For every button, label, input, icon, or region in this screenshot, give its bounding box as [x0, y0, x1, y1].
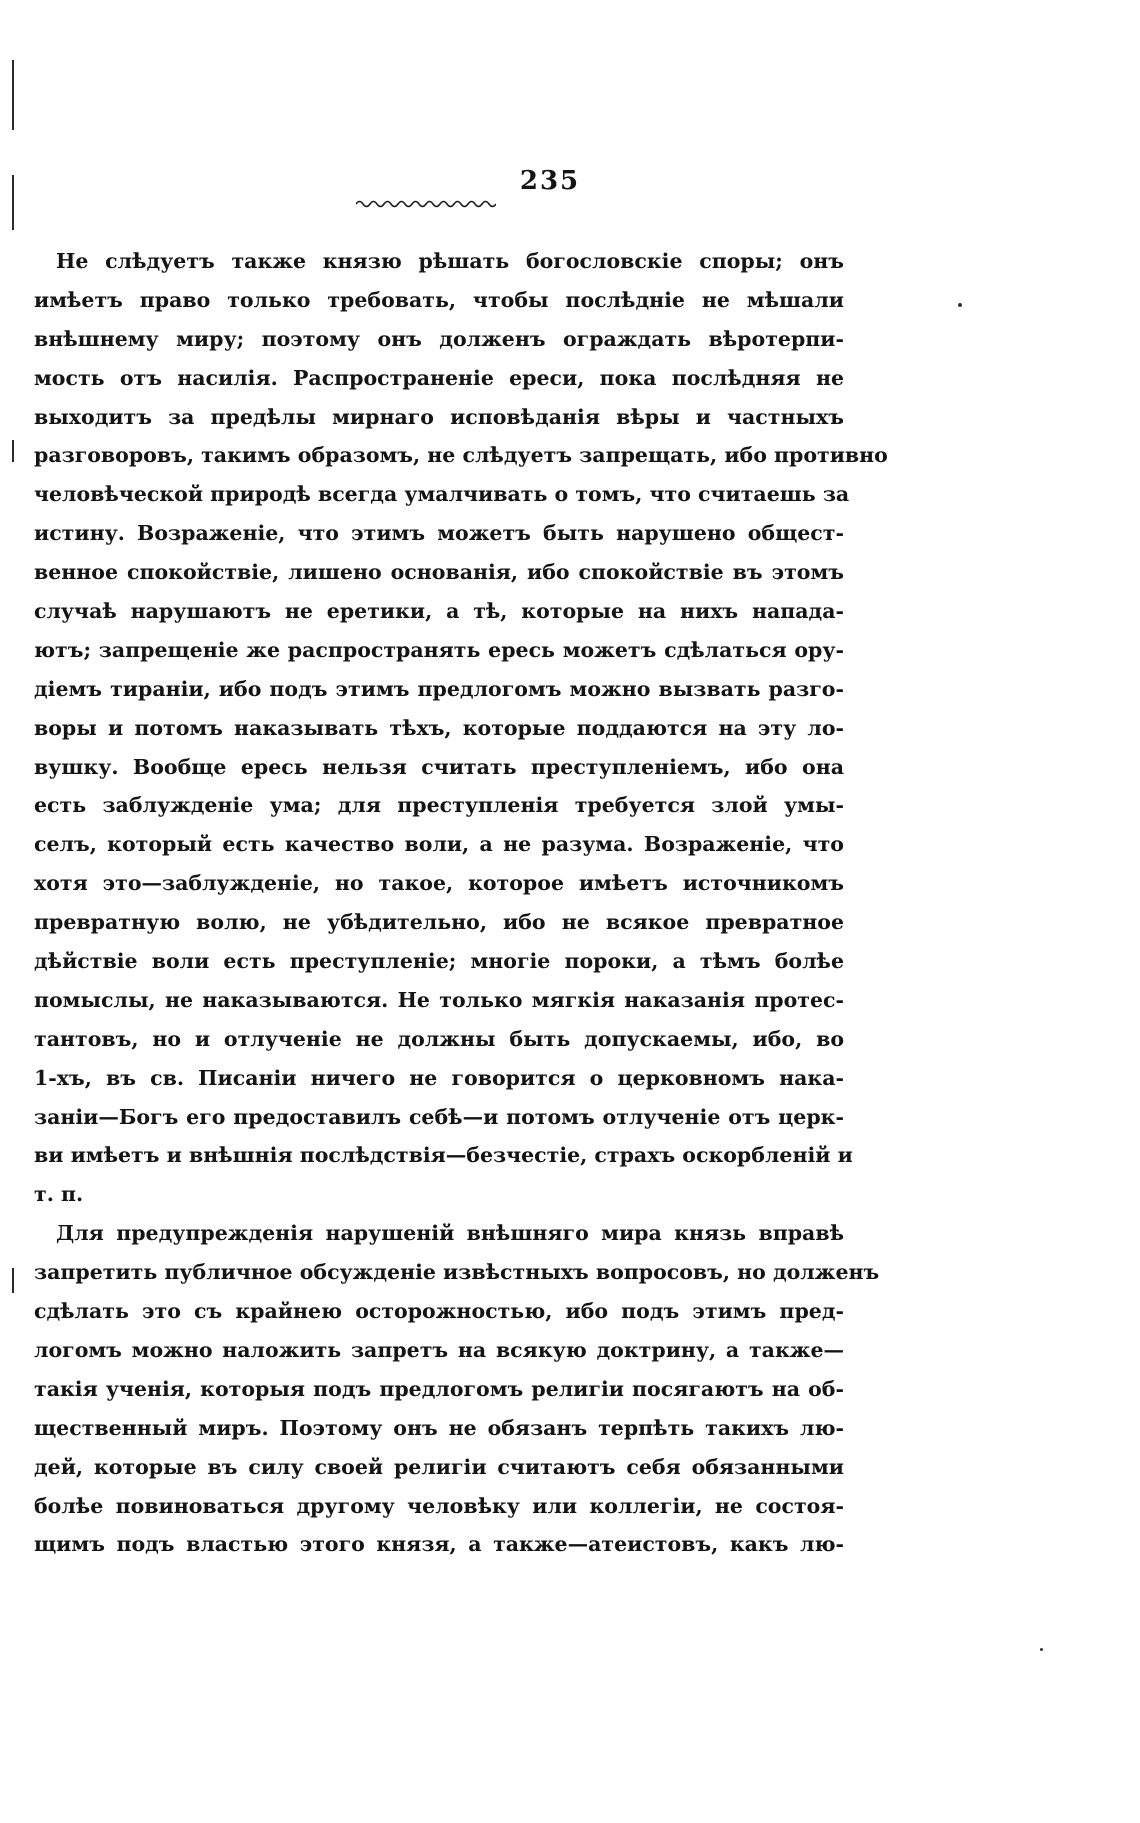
text-line: имѣетъ право только требовать, чтобы послѣдніе не мѣшали [34, 287, 844, 312]
scan-speck [958, 303, 962, 307]
paragraph-2 [34, 1214, 880, 1564]
scan-edge-mark [12, 60, 14, 130]
text-line: ви имѣетъ и внѣшнія послѣдствія—безчестіе, страхъ оскорбленій и [34, 1143, 853, 1168]
page-header [0, 166, 1140, 196]
text-line: хотя это—заблужденіе, но такое, которое имѣетъ источникомъ [34, 871, 844, 896]
wavy-rule-ornament [356, 199, 496, 209]
text-line: Для предупрежденія нарушеній внѣшняго мира князь вправѣ [56, 1221, 844, 1246]
text-line: т. п. [34, 1182, 84, 1207]
text-line: венное спокойствіе, лишено основанія, ибо спокойствіе въ этомъ [34, 560, 844, 585]
body-text [34, 242, 888, 1564]
text-line: запретить публичное обсужденіе извѣстныхъ вопросовъ, но долженъ [34, 1260, 880, 1285]
text-line: заніи—Богъ его предоставилъ себѣ—и потомъ отлученіе отъ церк- [34, 1104, 844, 1129]
text-line: ютъ; запрещеніе же распространять ересь можетъ сдѣлаться ору- [34, 637, 844, 662]
text-line: разговоровъ, такимъ образомъ, не слѣдуетъ запрещать, ибо противно [34, 443, 888, 468]
text-line: тантовъ, но и отлученіе не должны быть допускаемы, ибо, во [34, 1026, 844, 1051]
text-line: истину. Возраженіе, что этимъ можетъ быть нарушено общест- [34, 521, 844, 546]
scan-edge-mark [12, 1268, 14, 1293]
text-line: 1-хъ, въ св. Писаніи ничего не говорится о церковномъ нака- [34, 1065, 844, 1090]
text-line: дей, которые въ силу своей религіи считаютъ себя обязанными [34, 1454, 844, 1479]
text-line: логомъ можно наложить запретъ на всякую доктрину, а также— [34, 1337, 844, 1362]
text-line: воры и потомъ наказывать тѣхъ, которые поддаются на эту ло- [34, 715, 844, 740]
text-line: выходитъ за предѣлы мирнаго исповѣданія вѣры и частныхъ [34, 404, 844, 429]
scan-speck [1040, 1648, 1043, 1651]
text-line: человѣческой природѣ всегда умалчивать о томъ, что считаешь за [34, 482, 850, 507]
text-line: внѣшнему миру; поэтому онъ долженъ ограждать вѣротерпи- [34, 326, 844, 351]
text-line: случаѣ нарушаютъ не еретики, а тѣ, которые на нихъ напада- [34, 599, 844, 624]
text-line: діемъ тираніи, ибо подъ этимъ предлогомъ можно вызвать разго- [34, 676, 844, 701]
text-line: дѣйствіе воли есть преступленіе; многіе пороки, а тѣмъ болѣе [34, 949, 844, 974]
text-line: селъ, который есть качество воли, а не разума. Возраженіе, что [34, 832, 844, 857]
text-line: Не слѣдуетъ также князю рѣшать богословскіе споры; онъ [56, 249, 844, 273]
text-line: щимъ подъ властью этого князя, а также—атеистовъ, какъ лю- [34, 1532, 844, 1557]
text-line: есть заблужденіе ума; для преступленія требуется злой умы- [34, 793, 844, 818]
scan-edge-mark [12, 440, 14, 462]
text-line: помыслы, не наказываются. Не только мягкія наказанія протес- [34, 987, 844, 1012]
text-line: сдѣлать это съ крайнею осторожностью, ибо подъ этимъ пред- [34, 1299, 844, 1324]
text-line: превратную волю, не убѣдительно, ибо не всякое превратное [34, 910, 844, 935]
text-line: болѣе повиноваться другому человѣку или коллегіи, не состоя- [34, 1493, 844, 1518]
text-line: мость отъ насилія. Распространеніе ереси, пока послѣдняя не [34, 365, 844, 390]
paragraph-1 [34, 242, 888, 1214]
page-number: 235 [519, 166, 581, 196]
text-line: щественный миръ. Поэтому онъ не обязанъ терпѣть такихъ лю- [34, 1415, 844, 1440]
text-line: такія ученія, которыя подъ предлогомъ религіи посягаютъ на об- [34, 1376, 844, 1401]
text-line: вушку. Вообще ересь нельзя считать преступленіемъ, ибо она [34, 754, 844, 779]
